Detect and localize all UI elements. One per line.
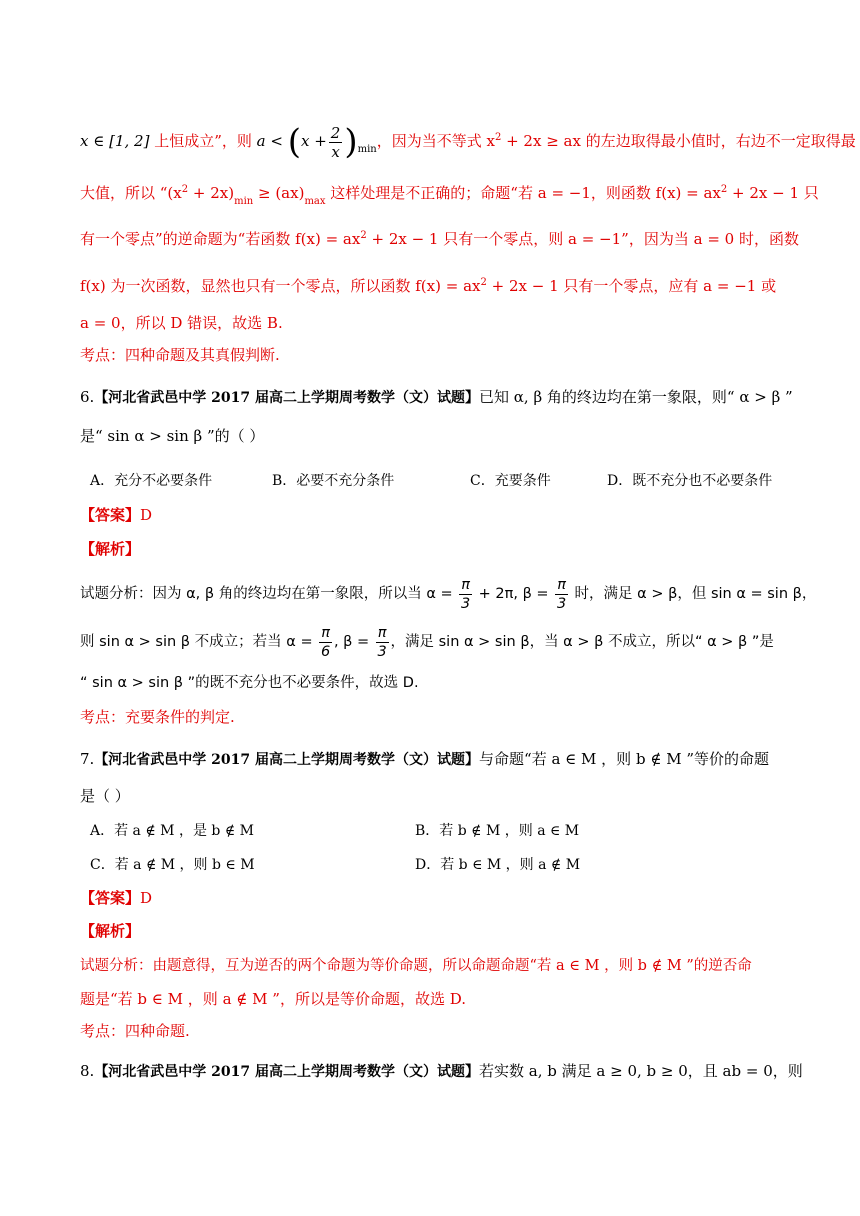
question-7-line-2: 是（ ） xyxy=(80,787,130,805)
superscript: 2 xyxy=(360,230,367,241)
analysis-text: , β = xyxy=(333,634,374,650)
superscript: 2 xyxy=(720,184,728,195)
option-b: B．必要不充分条件 xyxy=(272,473,395,489)
analysis-line-3: “ sin α > sin β ”的既不充分也不必要条件，故选 D. xyxy=(80,675,419,691)
analysis-line-1 xyxy=(80,572,817,616)
answer-line xyxy=(80,504,785,526)
text-red: f(x) 为一次函数，显然也只有一个零点，所以函数 f(x) = ax xyxy=(80,277,481,295)
fraction xyxy=(459,576,472,613)
fraction xyxy=(319,624,332,661)
superscript: 2 xyxy=(181,184,189,195)
question-stem: 若实数 a, b 满足 a ≥ 0, b ≥ 0，且 ab = 0，则 xyxy=(479,1062,803,1080)
fraction xyxy=(376,624,389,661)
analysis-line-2 xyxy=(80,620,785,664)
interval-text: x ∈ [1, 2] xyxy=(80,132,150,150)
paren-right: ) xyxy=(344,122,358,162)
fraction-denominator: 3 xyxy=(377,643,387,660)
fraction-denominator: 6 xyxy=(320,643,331,660)
fraction xyxy=(555,576,568,613)
text-red: + 2x ≥ ax 的左边取得最小值时，右边不一定取得最 xyxy=(501,132,856,150)
option-a: A．充分不必要条件 xyxy=(90,473,213,489)
fraction-denominator: 3 xyxy=(461,595,471,612)
subscript-min: min xyxy=(357,144,377,155)
fraction-numerator: π xyxy=(377,624,387,641)
question-source: 【河北省武邑中学 2017 届高二上学期周考数学（文）试题】 xyxy=(94,390,480,406)
text-red: + 2x) xyxy=(188,184,235,202)
question-7-line-1 xyxy=(80,748,785,771)
question-6-line-2: 是“ sin α > sin β ”的（ ） xyxy=(80,427,265,445)
analysis-text: 则 sin α > sin β 不成立；若当 α = xyxy=(80,634,318,650)
kaodian-label: 考点：四种命题及其真假判断. xyxy=(80,346,280,364)
analysis-line-1: 试题分析：由题意得，互为逆否的两个命题为等价命题，所以命题命题“若 a ∈ M ，则 b ∉ M ”的逆否命 xyxy=(80,958,752,974)
option-d: D．若 b ∈ M ，则 a ∉ M xyxy=(415,857,581,873)
analysis-label: 【解析】 xyxy=(80,922,141,940)
continuation-line-4 xyxy=(80,272,785,297)
analysis-text: 试题分析：因为 α, β 角的终边均在第一象限，所以当 α = xyxy=(80,586,458,602)
answer-line xyxy=(80,887,785,909)
option-c: C．充要条件 xyxy=(470,473,551,489)
text-red: 这样处理是不正确的；命题“若 a = −1，则函数 f(x) = ax xyxy=(325,184,721,202)
fraction-numerator: π xyxy=(461,576,471,593)
option-d: D．既不充分也不必要条件 xyxy=(607,473,773,489)
continuation-line-3 xyxy=(80,225,799,250)
text-red: ≥ (ax) xyxy=(253,184,305,202)
superscript: 2 xyxy=(494,132,502,143)
subscript-max: max xyxy=(304,196,326,207)
analysis-label: 【解析】 xyxy=(80,540,141,558)
superscript: 2 xyxy=(480,277,487,288)
answer-value: D xyxy=(140,506,153,524)
answer-label: 【答案】 xyxy=(80,506,141,524)
question-stem: 已知 α, β 角的终边均在第一象限，则“ α > β ” xyxy=(479,388,793,406)
continuation-line-2 xyxy=(80,179,819,213)
paren-left: ( xyxy=(287,122,301,162)
text-red: 上恒成立”，则 xyxy=(149,132,257,150)
question-number: 8. xyxy=(80,1062,95,1080)
question-source: 【河北省武邑中学 2017 届高二上学期周考数学（文）试题】 xyxy=(94,752,480,768)
fraction-denominator: 3 xyxy=(556,595,567,612)
math-text: a < xyxy=(256,132,288,150)
kaodian-label: 考点：四种命题. xyxy=(80,1022,190,1040)
option-a: A．若 a ∉ M ，是 b ∉ M xyxy=(90,823,254,839)
analysis-text: 时，满足 α > β，但 sin α = sin β， xyxy=(569,586,817,602)
subscript-min: min xyxy=(234,196,254,207)
question-8-line-1 xyxy=(80,1060,803,1083)
fraction xyxy=(329,124,343,161)
fraction-numerator: π xyxy=(557,576,566,593)
fraction-denominator: x xyxy=(331,142,340,161)
question-6-line-1 xyxy=(80,386,793,409)
analysis-line-2: 题是“若 b ∈ M ，则 a ∉ M ”，所以是等价命题，故选 D. xyxy=(80,990,466,1008)
question-number: 7. xyxy=(80,750,95,768)
question-stem: 与命题“若 a ∈ M ，则 b ∉ M ”等价的命题 xyxy=(479,750,769,768)
text-red: ，因为当不等式 x xyxy=(376,132,495,150)
continuation-line-1 xyxy=(80,118,856,162)
continuation-line-5: a = 0，所以 D 错误，故选 B. xyxy=(80,314,283,332)
fraction-numerator: π xyxy=(321,624,330,641)
text-red: + 2x − 1 只有一个零点，应有 a = −1 或 xyxy=(486,277,777,295)
question-number: 6. xyxy=(80,388,95,406)
answer-value: D xyxy=(140,889,153,907)
fraction-numerator: 2 xyxy=(330,123,341,142)
text-red: 大值，所以 “(x xyxy=(80,184,182,202)
option-b: B．若 b ∉ M ，则 a ∈ M xyxy=(415,823,580,839)
answer-label: 【答案】 xyxy=(80,889,141,907)
text-red: + 2x − 1 只有一个零点，则 a = −1”，因为当 a = 0 时，函数 xyxy=(366,230,799,248)
analysis-text: + 2π, β = xyxy=(474,586,554,602)
text-red: 有一个零点”的逆命题为“若函数 f(x) = ax xyxy=(80,230,361,248)
kaodian-label: 考点：充要条件的判定. xyxy=(80,708,235,726)
analysis-text: ，满足 sin α > sin β，当 α > β 不成立，所以“ α > β ”是 xyxy=(390,634,774,650)
text-red: + 2x − 1 只 xyxy=(727,184,819,202)
math-text: x + xyxy=(300,132,327,150)
option-c: C．若 a ∉ M ，则 b ∈ M xyxy=(90,857,255,873)
question-source: 【河北省武邑中学 2017 届高二上学期周考数学（文）试题】 xyxy=(94,1064,480,1080)
